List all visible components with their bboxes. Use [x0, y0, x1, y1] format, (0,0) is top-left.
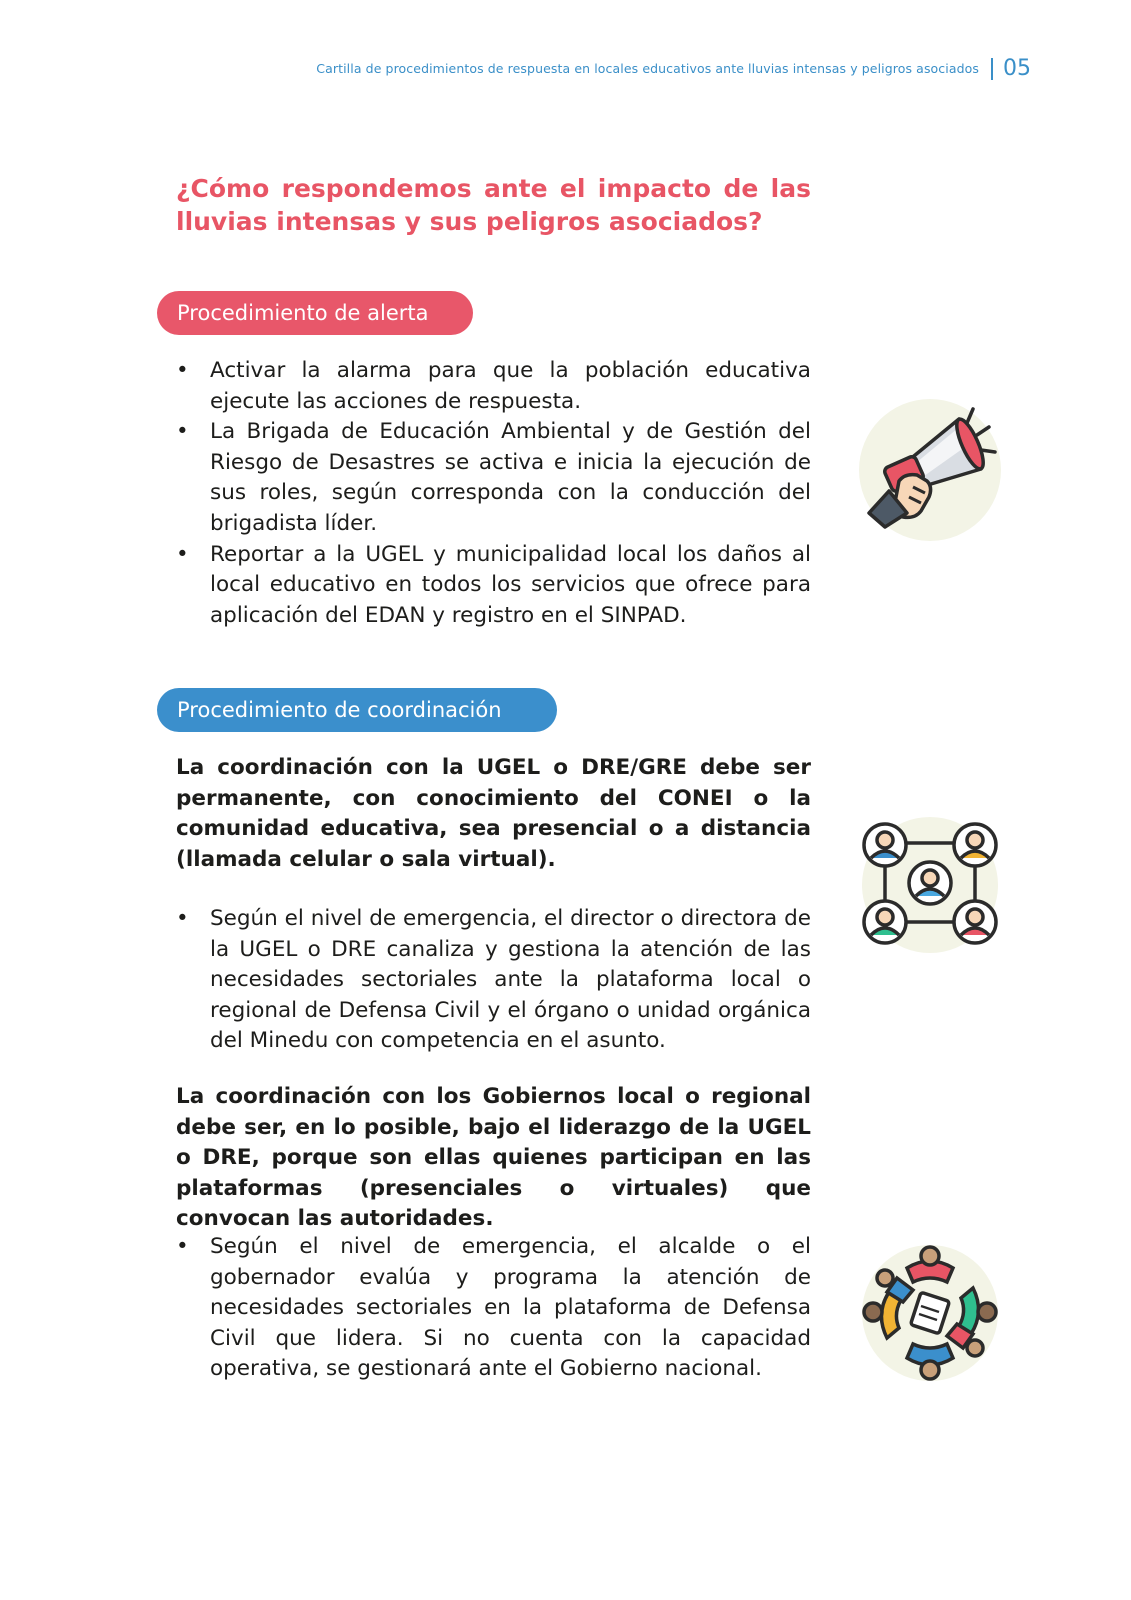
coordination-bullet-2-block — [176, 1232, 811, 1385]
team-meeting-icon — [855, 1238, 1005, 1388]
coordination-section-label: Procedimiento de coordinación — [157, 688, 557, 732]
page-title: ¿Cómo respondemos ante el impacto de las lluvias intensas y sus peligros asociados? — [176, 174, 811, 236]
list-item: • Reportar a la UGEL y municipalidad local los daños al local educativo en todos los servicios que ofrece para aplicación del EDAN y registro en el SINPAD. — [176, 540, 811, 632]
page-number: 05 — [1003, 56, 1031, 81]
people-network-icon — [855, 810, 1005, 960]
coordination-para-1: La coordinación con la UGEL o DRE/GRE debe ser permanente, con conocimiento del CONEI o la comunidad educativa, sea presencial o a distancia (llamada celular o sala virtual). — [176, 755, 811, 872]
header-title: Cartilla de procedimientos de respuesta en locales educativos ante lluvias intensas y peligros asociados — [316, 61, 979, 76]
megaphone-icon — [855, 395, 1005, 545]
alert-list-block — [176, 356, 811, 631]
list-item: • Según el nivel de emergencia, el alcalde o el gobernador evalúa y programa la atención de necesidades sectoriales en la plataforma de Defensa Civil que lidera. Si no cuenta con la capacidad operativa, se gestionará ante el Gobierno nacional. — [176, 1232, 811, 1385]
coordination-para-2: La coordinación con los Gobiernos local o regional debe ser, en lo posible, bajo el liderazgo de la UGEL o DRE, porque son ellas quienes participan en las plataformas (presenciales o virtuales) que convocan las autoridades. — [176, 1084, 811, 1232]
alert-list — [176, 356, 811, 631]
coordination-list-2 — [176, 1232, 811, 1385]
list-item: • Activar la alarma para que la población educativa ejecute las acciones de respuesta. — [176, 356, 811, 417]
page-header — [316, 56, 1031, 81]
coordination-bullet-1-block — [176, 904, 811, 1057]
coordination-para-2-block — [176, 1082, 811, 1235]
coordination-list-1 — [176, 904, 811, 1057]
header-divider — [991, 58, 993, 80]
coordination-para-1-block — [176, 753, 811, 875]
alert-section-label: Procedimiento de alerta — [157, 291, 473, 335]
list-item: • Según el nivel de emergencia, el director o directora de la UGEL o DRE canaliza y gestiona la atención de las necesidades sectoriales ante la plataforma local o regional de Defensa Civil y el órgano o unidad orgánica del Minedu con competencia en el asunto. — [176, 904, 811, 1057]
list-item: • La Brigada de Educación Ambiental y de Gestión del Riesgo de Desastres se activa e inicia la ejecución de sus roles, según corresponda con la conducción del brigadista líder. — [176, 417, 811, 539]
